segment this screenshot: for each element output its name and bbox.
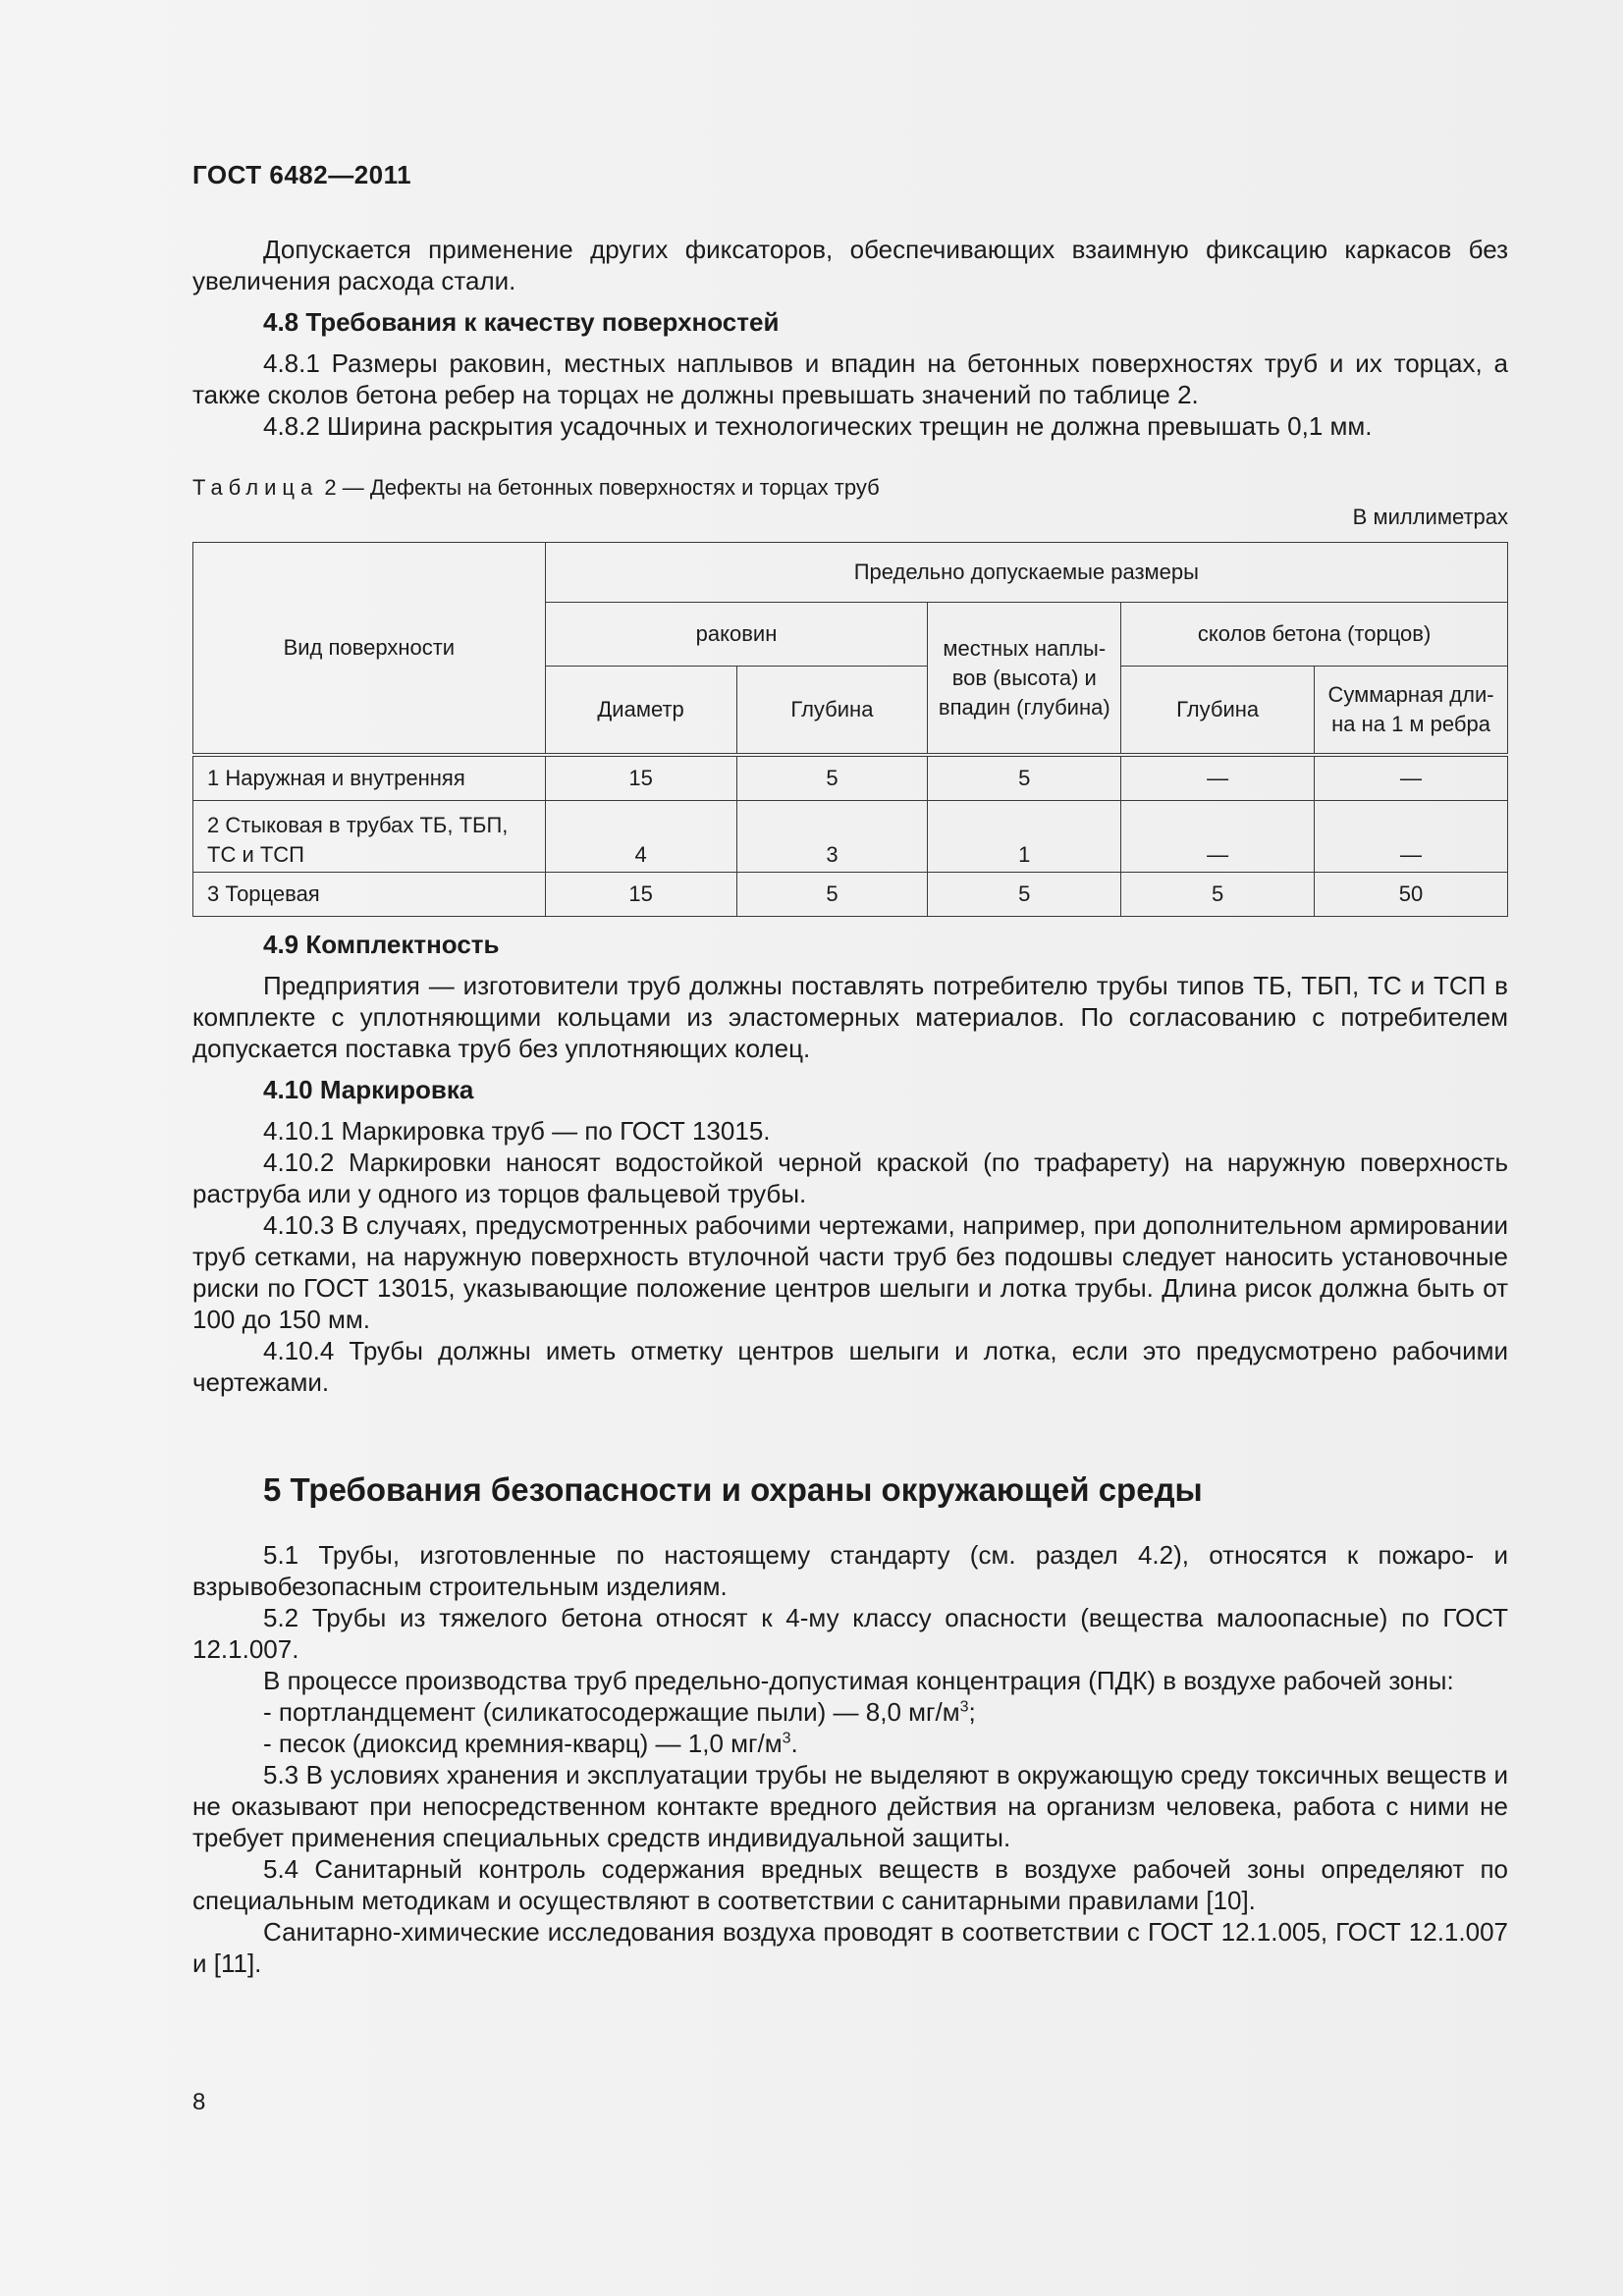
cell-total-length: — (1315, 755, 1508, 801)
para-4-10-2: 4.10.2 Маркировки наносят водостойкой черной краской (по трафарету) на наружную поверхность раструба или у одного из торцов фальцевой трубы. (192, 1148, 1508, 1208)
row-surface: 3 Торцевая (193, 873, 546, 917)
para-4-10-3: 4.10.3 В случаях, предусмотренных рабочими чертежами, например, при дополнительном армировании труб сетками, на наружную поверхность втулочной части труб без подошвы следует наносить установочные риски по ГОСТ 13015, указывающие положение центров шелыги и лотка трубы. Длина рисок должна быть от 100 до 150 мм. (192, 1210, 1508, 1334)
section-4-8-title: 4.8 Требования к качеству поверхностей (263, 307, 780, 337)
header-sags: местных наплы-вов (высота) и впадин (глубина) (928, 603, 1121, 756)
intro-paragraph: Допускается применение других фиксаторов, обеспечивающих взаимную фиксацию каркасов без увеличения расхода стали. (192, 235, 1508, 295)
cell-depth: 3 (736, 801, 928, 873)
superscript: 3 (959, 1698, 969, 1716)
row-surface: 2 Стыковая в трубах ТБ, ТБП, ТС и ТСП (193, 801, 546, 873)
cell-diameter: 15 (545, 755, 736, 801)
header-surface-type: Вид поверхности (193, 543, 546, 756)
cell-chip-depth: — (1121, 801, 1315, 873)
list-item-text: - портландцемент (силикатосодержащие пыли) — 8,0 мг/м (263, 1697, 960, 1727)
table-row (193, 873, 1508, 917)
table-caption-text: 2 — Дефекты на бетонных поверхностях и торцах труб (318, 475, 880, 500)
section-4-10-title: 4.10 Маркировка (263, 1075, 474, 1104)
table-row (193, 801, 1508, 873)
superscript: 3 (782, 1730, 791, 1747)
header-total-length: Суммарная дли-на на 1 м ребра (1315, 667, 1508, 756)
cell-chip-depth: 5 (1121, 873, 1315, 917)
header-limits: Предельно допускаемые размеры (545, 543, 1507, 603)
cell-depth: 5 (736, 873, 928, 917)
list-item (263, 1696, 1508, 1728)
para-5-4-sanitary: Санитарно-химические исследования воздуха проводят в соответствии с ГОСТ 12.1.005, ГОСТ 12.1.007 и [11]. (192, 1917, 1508, 1978)
row-surface: 1 Наружная и внутренняя (193, 755, 546, 801)
para-5-3: 5.3 В условиях хранения и эксплуатации трубы не выделяют в окружающую среду токсичных веществ и не оказывают при непосредственном контакте вредного действия на организм человека, работа с ними не требует применения специальных средств индивидуальной защиты. (192, 1760, 1508, 1852)
list-item-end: . (790, 1729, 798, 1758)
section-4-9-title: 4.9 Комплектность (263, 930, 500, 959)
para-5-4: 5.4 Санитарный контроль содержания вредных веществ в воздухе рабочей зоны определяют по специальным методикам и осуществляют в соответствии с санитарными правилами [10]. (192, 1854, 1508, 1915)
cell-sags: 5 (928, 755, 1121, 801)
page-content (192, 159, 1508, 1979)
document-header: ГОСТ 6482—2011 (192, 160, 412, 189)
cell-sags: 5 (928, 873, 1121, 917)
table-row (193, 755, 1508, 801)
para-4-9: Предприятия — изготовители труб должны поставлять потребителю трубы типов ТБ, ТБП, ТС и ТСП в комплекте с уплотняющими кольцами из эластомерных материалов. По согласованию с потребителем допускается поставка труб без уплотняющих колец. (192, 971, 1508, 1063)
cell-diameter: 4 (545, 801, 736, 873)
cell-chip-depth: — (1121, 755, 1315, 801)
para-4-10-4: 4.10.4 Трубы должны иметь отметку центров шелыги и лотка, если это предусмотрено рабочими чертежами. (192, 1336, 1508, 1397)
para-5-2-pdk: В процессе производства труб предельно-допустимая концентрация (ПДК) в воздухе рабочей зоны: (263, 1666, 1454, 1695)
cell-total-length: 50 (1315, 873, 1508, 917)
table-caption-word: Таблица (192, 475, 319, 500)
cell-total-length: — (1315, 801, 1508, 873)
para-4-8-2: 4.8.2 Ширина раскрытия усадочных и технологических трещин не должна превышать 0,1 мм. (263, 411, 1373, 441)
cell-depth: 5 (736, 755, 928, 801)
cell-sags: 1 (928, 801, 1121, 873)
table-caption (192, 473, 1508, 503)
list-item-end: ; (968, 1697, 976, 1727)
list-item (263, 1728, 1508, 1759)
list-item-text: - песок (диоксид кремния-кварц) — 1,0 мг/м (263, 1729, 783, 1758)
page-number: 8 (192, 2089, 206, 2115)
para-5-1: 5.1 Трубы, изготовленные по настоящему стандарту (см. раздел 4.2), относятся к пожаро- и взрывобезопасным строительным изделиям. (192, 1540, 1508, 1601)
header-depth: Глубина (736, 667, 928, 756)
table-units: В миллиметрах (1352, 505, 1508, 529)
para-5-2: 5.2 Трубы из тяжелого бетона относят к 4-му классу опасности (вещества малоопасные) по ГОСТ 12.1.007. (192, 1603, 1508, 1664)
header-shells: раковин (545, 603, 928, 667)
para-4-10-1: 4.10.1 Маркировка труб — по ГОСТ 13015. (263, 1116, 771, 1146)
header-chip-depth: Глубина (1121, 667, 1315, 756)
defects-table (192, 542, 1508, 917)
header-diameter: Диаметр (545, 667, 736, 756)
cell-diameter: 15 (545, 873, 736, 917)
para-4-8-1: 4.8.1 Размеры раковин, местных наплывов и впадин на бетонных поверхностях труб и их торцах, а также сколов бетона ребер на торцах не должны превышать значений по таблице 2. (192, 348, 1508, 409)
section-5-title: 5 Требования безопасности и охраны окружающей среды (263, 1471, 1203, 1508)
header-chips: сколов бетона (торцов) (1121, 603, 1508, 667)
